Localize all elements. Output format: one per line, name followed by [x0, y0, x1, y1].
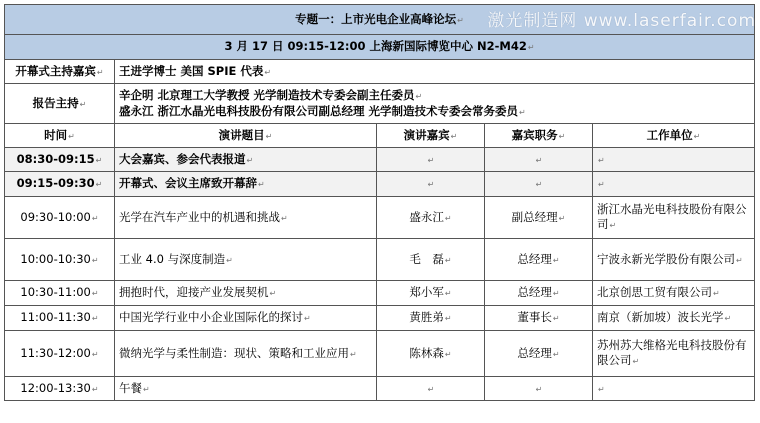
row-org: ↵ [593, 148, 755, 172]
table-row [5, 281, 755, 306]
row-topic: 光学在汽车产业中的机遇和挑战↵ [115, 197, 377, 239]
row-title: ↵ [485, 172, 593, 197]
host-report [115, 84, 755, 124]
col-title: 嘉宾职务↵ [485, 124, 593, 148]
table-row [5, 377, 755, 401]
host-opening: 王进学博士 美国 SPIE 代表↵ [115, 60, 755, 84]
row-time: 09:15-09:30↵ [5, 172, 115, 197]
col-time: 时间↵ [5, 124, 115, 148]
schedule-table [4, 4, 755, 401]
row-topic: 中国光学行业中小企业国际化的探讨↵ [115, 306, 377, 331]
col-speaker: 演讲嘉宾↵ [377, 124, 485, 148]
col-org: 工作单位↵ [593, 124, 755, 148]
row-title: 总经理↵ [485, 331, 593, 377]
col-topic: 演讲题目↵ [115, 124, 377, 148]
row-speaker: 陈林森↵ [377, 331, 485, 377]
row-topic: 开幕式、会议主席致开幕辞↵ [115, 172, 377, 197]
row-time: 10:30-11:00↵ [5, 281, 115, 306]
row-speaker: 郑小军↵ [377, 281, 485, 306]
host-report-line-2: 盛永江 浙江水晶光电科技股份有限公司副总经理 光学制造技术专委会常务委员↵ [119, 103, 526, 118]
table-row [5, 197, 755, 239]
row-org: 北京创思工贸有限公司↵ [593, 281, 755, 306]
row-title: 总经理↵ [485, 281, 593, 306]
row-time: 11:30-12:00↵ [5, 331, 115, 377]
session-subtitle: 3 月 17 日 09:15-12:00 上海新国际博览中心 N2-M42↵ [5, 35, 755, 60]
row-topic: 大会嘉宾、参会代表报道↵ [115, 148, 377, 172]
column-header-row [5, 124, 755, 148]
host-label-report: 报告主持↵ [5, 84, 115, 124]
host-report-line-1: 辛企明 北京理工大学教授 光学制造技术专委会副主任委员↵ [119, 87, 423, 102]
row-speaker: 盛永江↵ [377, 197, 485, 239]
table-row [5, 148, 755, 172]
table-row [5, 172, 755, 197]
row-time: 09:30-10:00↵ [5, 197, 115, 239]
host-label-opening: 开幕式主持嘉宾↵ [5, 60, 115, 84]
row-org: 苏州苏大维格光电科技股份有限公司↵ [593, 331, 755, 377]
session-title: 专题一：上市光电企业高峰论坛↵ [5, 5, 755, 35]
row-time: 11:00-11:30↵ [5, 306, 115, 331]
row-speaker: ↵ [377, 148, 485, 172]
row-speaker: 黄胜弟↵ [377, 306, 485, 331]
row-topic: 午餐↵ [115, 377, 377, 401]
row-topic: 微纳光学与柔性制造：现状、策略和工业应用↵ [115, 331, 377, 377]
row-time: 12:00-13:30↵ [5, 377, 115, 401]
row-org: 浙江水晶光电科技股份有限公司↵ [593, 197, 755, 239]
site-watermark: 激光制造网 www.laserfair.com [487, 11, 756, 31]
row-title: 副总经理↵ [485, 197, 593, 239]
row-org: 南京（新加坡）波长光学↵ [593, 306, 755, 331]
table-row [5, 306, 755, 331]
row-speaker: ↵ [377, 377, 485, 401]
table-row [5, 239, 755, 281]
row-speaker: 毛 磊↵ [377, 239, 485, 281]
row-org: ↵ [593, 172, 755, 197]
row-topic: 拥抱时代，迎接产业发展契机↵ [115, 281, 377, 306]
row-time: 08:30-09:15↵ [5, 148, 115, 172]
row-time: 10:00-10:30↵ [5, 239, 115, 281]
row-title: 总经理↵ [485, 239, 593, 281]
table-row [5, 331, 755, 377]
row-title: ↵ [485, 377, 593, 401]
row-org: 宁波永新光学股份有限公司↵ [593, 239, 755, 281]
row-title: 董事长↵ [485, 306, 593, 331]
row-speaker: ↵ [377, 172, 485, 197]
row-title: ↵ [485, 148, 593, 172]
row-org: ↵ [593, 377, 755, 401]
row-topic: 工业 4.0 与深度制造↵ [115, 239, 377, 281]
